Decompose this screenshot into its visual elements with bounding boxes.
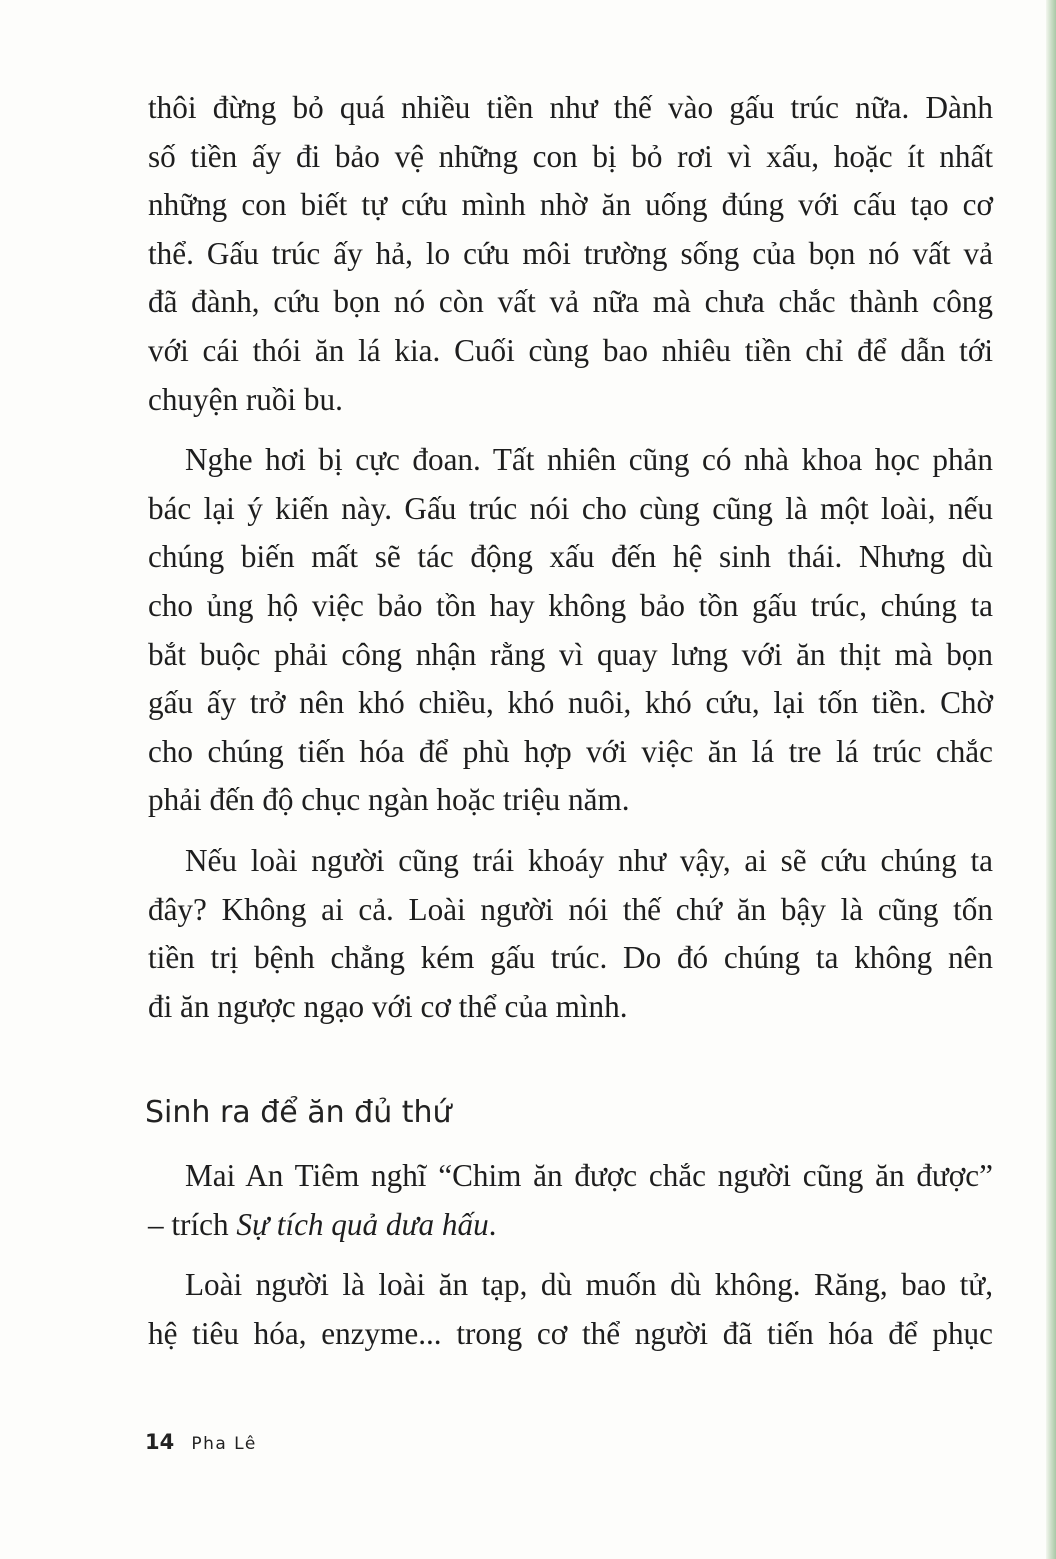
text-line: tiền trị bệnh chẳng kém gấu trúc. Do đó chúng ta không nên xyxy=(148,940,993,976)
page-footer xyxy=(145,1430,257,1454)
page-edge xyxy=(1046,0,1056,1559)
quote-source-prefix: – trích xyxy=(148,1206,237,1242)
text-line: chuyện ruồi bu. xyxy=(148,381,343,417)
section-heading: Sinh ra để ăn đủ thứ xyxy=(145,1095,452,1130)
paragraph-1 xyxy=(148,84,993,424)
text-line: cho chúng tiến hóa để phù hợp với việc ăn lá tre lá trúc chắc xyxy=(148,733,993,769)
quote-source-title: Sự tích quả dưa hấu xyxy=(236,1206,489,1242)
quote-source-line xyxy=(148,1201,993,1250)
text-line: thể. Gấu trúc ấy hả, lo cứu môi trường sống của bọn nó vất vả xyxy=(148,235,993,271)
paragraph-4 xyxy=(148,1261,993,1358)
text-line: với cái thói ăn lá kia. Cuối cùng bao nhiêu tiền chỉ để dẫn tới xyxy=(148,332,993,368)
quote-paragraph xyxy=(148,1152,993,1249)
text-line: bác lại ý kiến này. Gấu trúc nói cho cùng cũng là một loài, nếu xyxy=(148,490,993,526)
text-line: hệ tiêu hóa, enzyme... trong cơ thể người đã tiến hóa để phục xyxy=(148,1315,993,1351)
text-line: gấu ấy trở nên khó chiều, khó nuôi, khó cứu, lại tốn tiền. Chờ xyxy=(148,685,993,721)
text-line: đi ăn ngược ngạo với cơ thể của mình. xyxy=(148,988,628,1024)
paragraph-2 xyxy=(148,436,993,825)
text-line: cho ủng hộ việc bảo tồn hay không bảo tồn gấu trúc, chúng ta xyxy=(148,587,993,623)
text-line: những con biết tự cứu mình nhờ ăn uống đúng với cấu tạo cơ xyxy=(148,187,993,223)
text-line: Loài người là loài ăn tạp, dù muốn dù không. Răng, bao tử, xyxy=(185,1267,993,1303)
author-name: Pha Lê xyxy=(191,1434,257,1454)
text-line: số tiền ấy đi bảo vệ những con bị bỏ rơi vì xấu, hoặc ít nhất xyxy=(148,138,993,174)
text-line: đã đành, cứu bọn nó còn vất vả nữa mà chưa chắc thành công xyxy=(148,284,993,320)
body-text-bottom xyxy=(148,1152,993,1358)
quote-line: Mai An Tiêm nghĩ “Chim ăn được chắc người cũng ăn được” xyxy=(185,1158,993,1193)
text-line: Nếu loài người cũng trái khoáy như vậy, ai sẽ cứu chúng ta xyxy=(185,842,993,878)
text-line: đây? Không ai cả. Loài người nói thế chứ ăn bậy là cũng tốn xyxy=(148,891,993,927)
text-line: phải đến độ chục ngàn hoặc triệu năm. xyxy=(148,782,630,818)
text-line: thôi đừng bỏ quá nhiều tiền như thế vào gấu trúc nữa. Dành xyxy=(148,90,993,125)
page-number: 14 xyxy=(145,1430,175,1454)
body-text-top xyxy=(148,84,993,1031)
text-line: Nghe hơi bị cực đoan. Tất nhiên cũng có nhà khoa học phản xyxy=(185,442,993,478)
text-line: chúng biến mất sẽ tác động xấu đến hệ sinh thái. Nhưng dù xyxy=(148,539,993,575)
paragraph-3 xyxy=(148,837,993,1031)
quote-source-suffix: . xyxy=(488,1206,497,1242)
text-line: bắt buộc phải công nhận rằng vì quay lưng với ăn thịt mà bọn xyxy=(148,636,993,672)
